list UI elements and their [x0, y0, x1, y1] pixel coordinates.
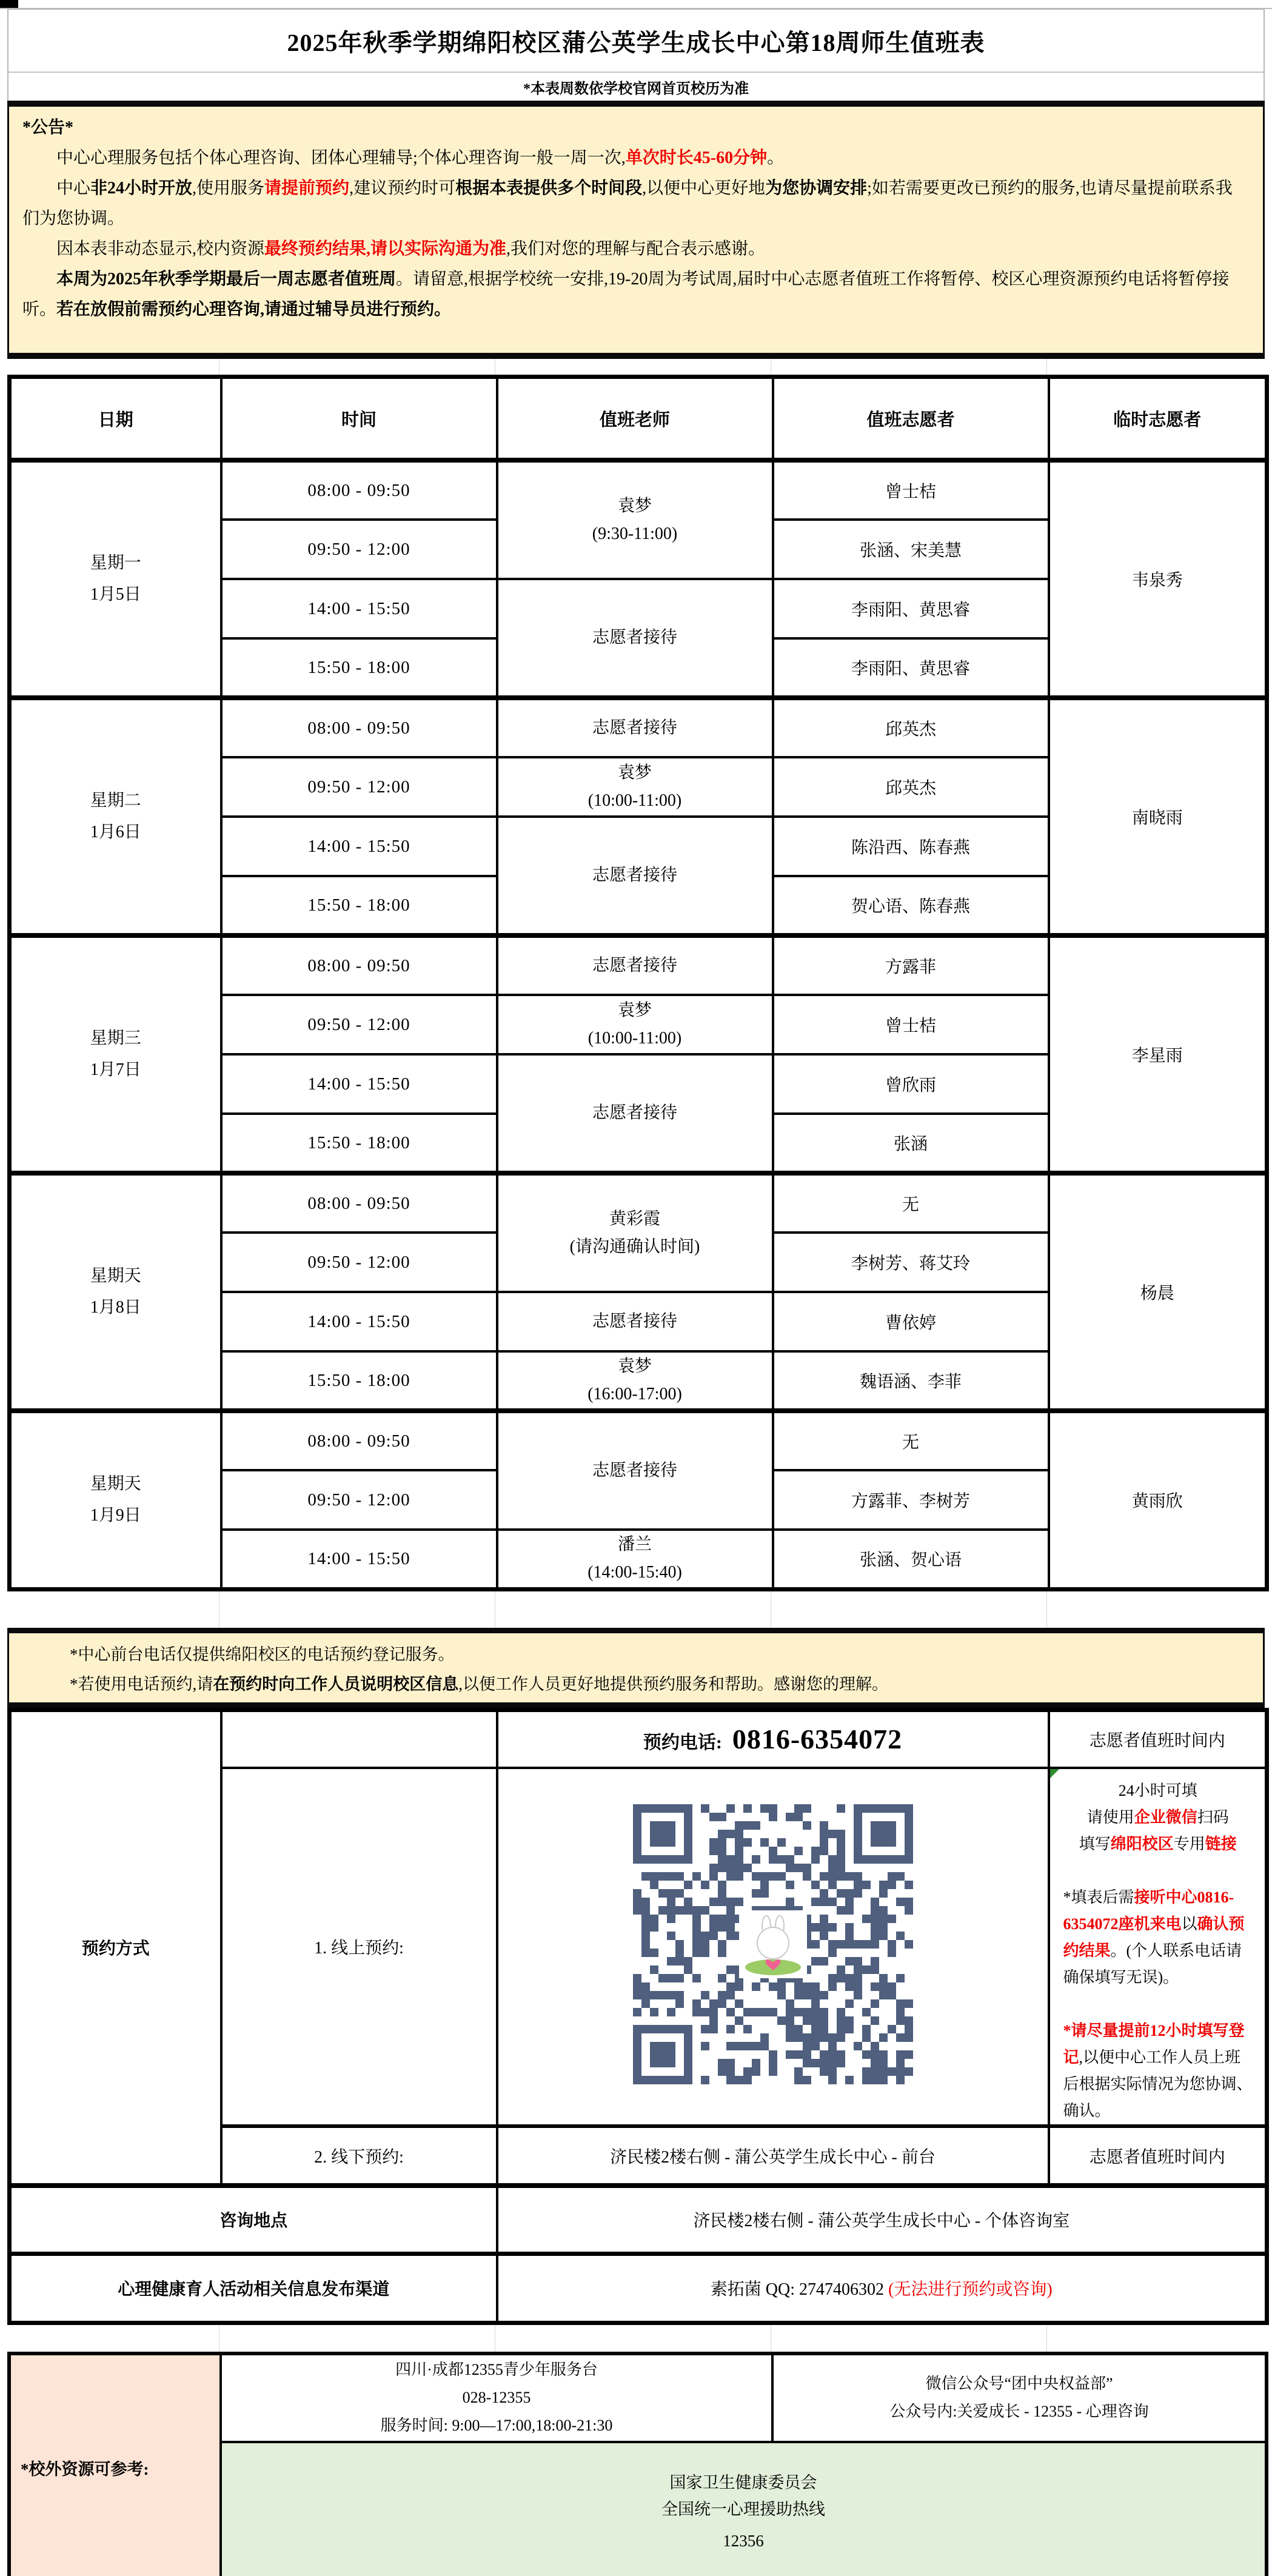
teacher-cell: 志愿者接待	[497, 935, 773, 995]
external-row-top	[9, 2354, 1267, 2442]
time-cell: 09:50 - 12:00	[221, 1470, 497, 1530]
consult-location-value: 济民楼2楼右侧 - 蒲公英学生成长中心 - 个体咨询室	[497, 2186, 1267, 2253]
teacher-cell: 潘兰 (14:00-15:40)	[497, 1530, 773, 1589]
teacher-cell: 袁梦 (10:00-11:00)	[497, 757, 773, 817]
wechat-account-cell	[772, 2354, 1267, 2442]
qr-note-line: 请使用企业微信扫码	[1086, 1808, 1229, 1826]
volunteer-cell: 曹依婷	[773, 1292, 1049, 1351]
schedule-header-row	[10, 377, 1267, 461]
booking-online-spacer	[221, 1710, 497, 1768]
consult-location-label: 咨询地点	[10, 2186, 497, 2253]
green-triangle-marker	[1050, 1769, 1059, 1778]
temp-volunteer-cell: 黄雨欣	[1049, 1411, 1267, 1589]
page-title: 2025年秋季学期绵阳校区蒲公英学生成长中心第18周师生值班表	[287, 28, 985, 56]
teacher-cell: 袁梦 (10:00-11:00)	[497, 995, 773, 1054]
volunteer-cell: 邱英杰	[773, 698, 1049, 757]
time-cell: 08:00 - 09:50	[221, 1173, 497, 1233]
online-hours-cell: 志愿者值班时间内	[1049, 1710, 1267, 1768]
time-cell: 14:00 - 15:50	[221, 1530, 497, 1589]
duty-schedule-table	[7, 375, 1269, 1591]
teacher-cell: 志愿者接待	[497, 1411, 773, 1530]
volunteer-cell: 张涵	[773, 1114, 1049, 1173]
phone-label: 预约电话:	[643, 1733, 722, 1753]
phone-number: 0816-6354072	[732, 1724, 903, 1755]
schedule-row	[10, 698, 1267, 757]
booking-info-table	[7, 1708, 1269, 2325]
time-cell: 14:00 - 15:50	[221, 579, 497, 638]
time-cell: 08:00 - 09:50	[221, 1411, 497, 1470]
time-cell: 15:50 - 18:00	[221, 1114, 497, 1173]
qr-note-line: 填写绵阳校区专用链接	[1079, 1835, 1237, 1853]
booking-phone-cell	[497, 1710, 1049, 1768]
volunteer-cell: 陈沿西、陈春燕	[773, 817, 1049, 876]
volunteer-cell: 李雨阳、黄思睿	[773, 579, 1049, 638]
announcement-paragraph: 中心非24小时开放,使用服务请提前预约,建议预约时可根据本表提供多个时间段,以便中心更好地为您协调安排;如若需要更改已预约的服务,也请尽量提前联系我们为您协调。	[22, 179, 1233, 228]
qr-note-paragraph: *请尽量提前12小时填写登记,以便中心工作人员上班后根据实际情况为您协调、确认。	[1063, 2022, 1253, 2119]
announcement-paragraph: 因本表非动态显示,校内资源最终预约结果,请以实际沟通为准,我们对您的理解与配合表示感谢。	[56, 239, 766, 258]
phone-note-line: *若使用电话预约,请在预约时向工作人员说明校区信息,以便工作人员更好地提供预约服务和帮助。感谢您的理解。	[70, 1674, 888, 1693]
hotline-line: 全国统一心理援助热线	[661, 2500, 825, 2518]
date-cell: 星期二 1月6日	[10, 698, 221, 935]
qr-cell	[497, 1768, 1049, 2126]
header-cell-date: 日期	[10, 377, 221, 461]
qr-note-line: 24小时可填	[1118, 1782, 1197, 1799]
announcement-paragraph: 中心心理服务包括个体心理咨询、团体心理辅导;个体心理咨询一般一周一次,单次时长45-60分钟。	[56, 149, 785, 167]
volunteer-cell: 贺心语、陈春燕	[773, 876, 1049, 935]
booking-phone-row	[10, 1710, 1267, 1768]
teacher-cell: 志愿者接待	[497, 698, 773, 757]
volunteer-cell: 张涵、贺心语	[773, 1530, 1049, 1589]
date-cell: 星期天 1月8日	[10, 1173, 221, 1411]
time-cell: 08:00 - 09:50	[221, 460, 497, 520]
info-channel-label: 心理健康育人活动相关信息发布渠道	[10, 2253, 497, 2323]
online-booking-label: 1. 线上预约:	[221, 1768, 497, 2126]
wechat-line: 微信公众号“团中央权益部”	[925, 2375, 1113, 2392]
temp-volunteer-cell: 李星雨	[1049, 935, 1267, 1173]
phone-note-line: *中心前台电话仅提供绵阳校区的电话预约登记服务。	[70, 1645, 455, 1664]
teacher-cell: 志愿者接待	[497, 579, 773, 698]
sichuan-line: 四川·成都12355青少年服务台	[395, 2361, 598, 2378]
announcement-paragraph: 本周为2025年秋季学期最后一周志愿者值班周。请留意,根据学校统一安排,19-20周为考试周,届时中心志愿者值班工作将暂停、校区心理资源预约电话将暂停接听。若在放假前需预约心理咨询,请通过辅导员进行预约。	[22, 270, 1230, 319]
time-cell: 14:00 - 15:50	[221, 1054, 497, 1114]
time-cell: 15:50 - 18:00	[221, 638, 497, 698]
date-cell: 星期天 1月9日	[10, 1411, 221, 1589]
booking-method-label: 预约方式	[10, 1710, 221, 2186]
sichuan-phone: 028-12355	[462, 2389, 531, 2406]
header-cell-temp-volunteer: 临时志愿者	[1049, 377, 1267, 461]
date-cell: 星期三 1月7日	[10, 935, 221, 1173]
sichuan-12355-cell	[221, 2354, 772, 2442]
volunteer-cell: 魏语涵、李菲	[773, 1351, 1049, 1411]
header-cell-volunteer: 值班志愿者	[773, 377, 1049, 461]
volunteer-cell: 无	[773, 1173, 1049, 1233]
page-subtitle: *本表周数依学校官网首页校历为准	[523, 81, 749, 97]
temp-volunteer-cell: 杨晨	[1049, 1173, 1267, 1411]
schedule-row	[10, 1173, 1267, 1233]
temp-volunteer-cell: 南晓雨	[1049, 698, 1267, 935]
time-cell: 09:50 - 12:00	[221, 995, 497, 1054]
national-hotline-cell	[221, 2442, 1267, 2576]
volunteer-cell: 曾士桔	[773, 460, 1049, 520]
teacher-cell: 袁梦 (9:30-11:00)	[497, 460, 773, 579]
phone-booking-notes	[7, 1628, 1265, 1708]
time-cell: 14:00 - 15:50	[221, 1292, 497, 1351]
time-cell: 09:50 - 12:00	[221, 520, 497, 579]
teacher-cell: 志愿者接待	[497, 817, 773, 935]
volunteer-cell: 邱英杰	[773, 757, 1049, 817]
header-cell-teacher: 值班老师	[497, 377, 773, 461]
volunteer-cell: 张涵、宋美慧	[773, 520, 1049, 579]
header-cell-time: 时间	[221, 377, 497, 461]
offline-booking-label: 2. 线下预约:	[221, 2126, 497, 2186]
offline-hours-cell: 志愿者值班时间内	[1049, 2126, 1267, 2186]
volunteer-cell: 方露菲、李树芳	[773, 1470, 1049, 1530]
time-cell: 08:00 - 09:50	[221, 935, 497, 995]
teacher-cell: 黄彩霞 (请沟通确认时间)	[497, 1173, 773, 1292]
time-cell: 09:50 - 12:00	[221, 1233, 497, 1292]
consult-location-row	[10, 2186, 1267, 2253]
time-cell: 15:50 - 18:00	[221, 1351, 497, 1411]
time-cell: 14:00 - 15:50	[221, 817, 497, 876]
volunteer-cell: 无	[773, 1411, 1049, 1470]
time-cell: 09:50 - 12:00	[221, 757, 497, 817]
teacher-cell: 志愿者接待	[497, 1054, 773, 1173]
announcement-label: *公告*	[22, 118, 74, 137]
time-cell: 08:00 - 09:50	[221, 698, 497, 757]
wechat-line: 公众号内:关爱成长 - 12355 - 心理咨询	[889, 2403, 1149, 2420]
header-block	[7, 8, 1265, 101]
teacher-cell: 袁梦 (16:00-17:00)	[497, 1351, 773, 1411]
time-cell: 15:50 - 18:00	[221, 876, 497, 935]
qr-note-paragraph: *填表后需接听中心0816-6354072座机来电以确认预约结果。(个人联系电话请确保填写无误)。	[1063, 1889, 1245, 1986]
qr-instructions	[1049, 1768, 1267, 2126]
info-channel-row	[10, 2253, 1267, 2323]
schedule-row	[10, 460, 1267, 520]
qr-code-icon	[633, 1804, 913, 2089]
volunteer-cell: 李雨阳、黄思睿	[773, 638, 1049, 698]
teacher-cell: 志愿者接待	[497, 1292, 773, 1351]
volunteer-cell: 李树芳、蒋艾玲	[773, 1233, 1049, 1292]
schedule-row	[10, 935, 1267, 995]
volunteer-cell: 方露菲	[773, 935, 1049, 995]
screen-corner-artifact	[0, 0, 18, 8]
volunteer-cell: 曾士桔	[773, 995, 1049, 1054]
volunteer-cell: 曾欣雨	[773, 1054, 1049, 1114]
external-resources-table	[7, 2352, 1268, 2576]
hotline-line: 国家卫生健康委员会	[669, 2474, 817, 2492]
date-cell: 星期一 1月5日	[10, 460, 221, 698]
offline-location-cell: 济民楼2楼右侧 - 蒲公英学生成长中心 - 前台	[497, 2126, 1049, 2186]
external-resources-label: *校外资源可参考:	[9, 2354, 221, 2576]
spreadsheet-gap	[7, 1591, 1265, 1628]
spreadsheet-gap	[7, 359, 1265, 375]
info-channel-value: 素拓菌 QQ: 2747406302 (无法进行预约或咨询)	[497, 2253, 1267, 2323]
sichuan-hours: 服务时间: 9:00—17:00,18:00-21:30	[380, 2417, 613, 2434]
temp-volunteer-cell: 韦泉秀	[1049, 460, 1267, 698]
announcement-box	[7, 101, 1265, 359]
hotline-number: 12356	[723, 2532, 764, 2550]
schedule-row	[10, 1411, 1267, 1470]
spreadsheet-gap	[7, 2325, 1265, 2352]
